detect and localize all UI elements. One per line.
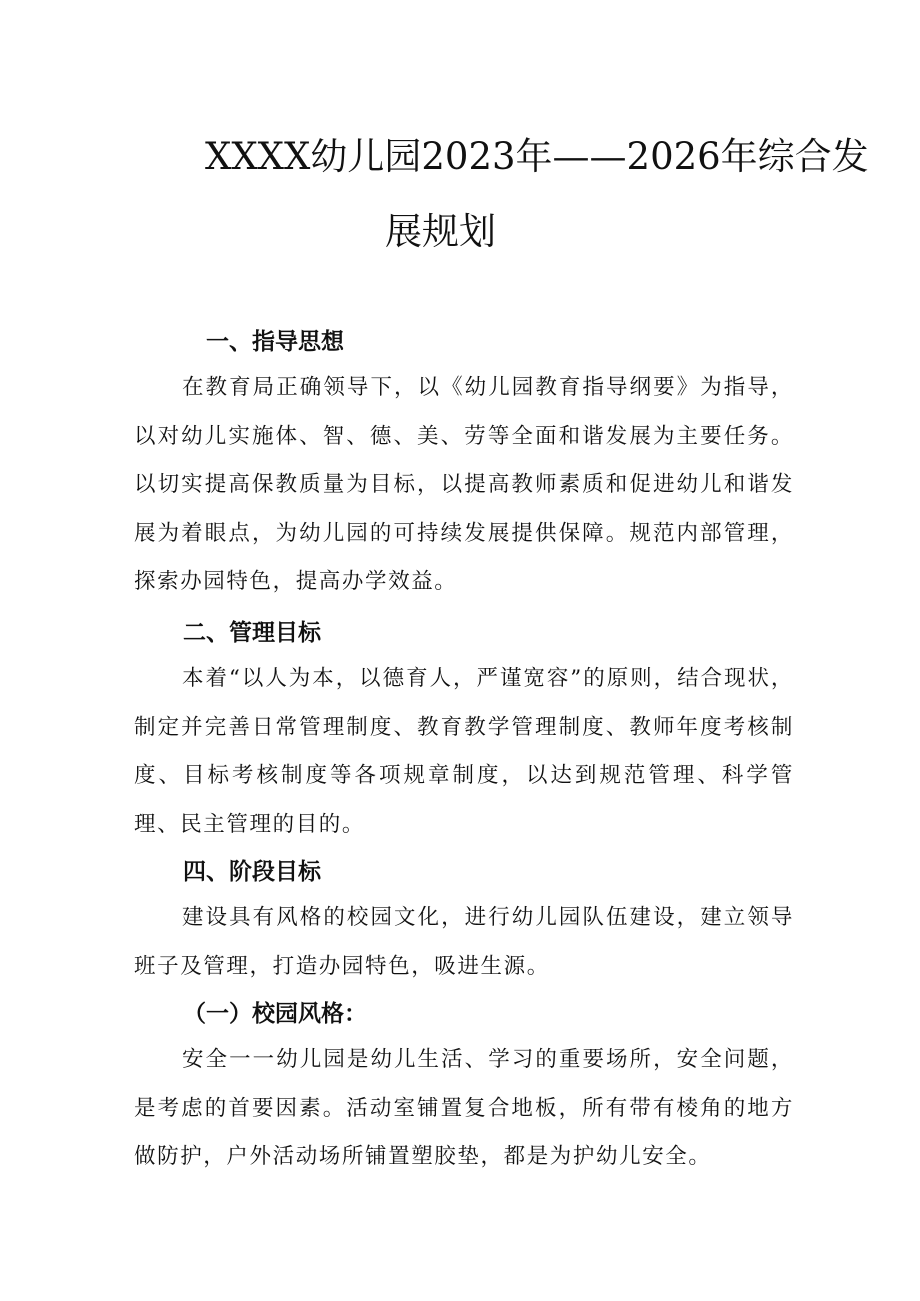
section-heading-management-goals: 二、管理目标 xyxy=(183,620,321,646)
section-paragraph-stage-goals: 建设具有风格的校园文化，进行幼儿园队伍建设，建立领导班子及管理，打造办园特色，吸进生源。 xyxy=(134,905,794,979)
section-paragraph-campus-style: 安全一一幼儿园是幼儿生活、学习的重要场所，安全问题，是考虑的首要因素。活动室铺置复合地板，所有带有棱角的地方做防护，户外活动场所铺置塑胶垫，都是为护幼儿安全。 xyxy=(134,1047,794,1169)
section-heading-campus-style: （一）校园风格： xyxy=(183,1001,367,1027)
section-paragraph-management-goals: 本着“以人为本，以德育人，严谨宽容”的原则，结合现状，制定并完善日常管理制度、教育教学管理制度、教师年度考核制度、目标考核制度等各项规章制度，以达到规范管理、科学管理、民主管理的目的。 xyxy=(134,666,794,837)
section-paragraph-guiding-ideology: 在教育局正确领导下，以《幼儿园教育指导纲要》为指导，以对幼儿实施体、智、德、美、劳等全面和谐发展为主要任务。以切实提高保教质量为目标，以提高教师素质和促进幼儿和谐发展为着眼点，为幼儿园的可持续发展提供保障。规范内部管理，探索办园特色，提高办学效益。 xyxy=(134,375,794,594)
title-text-2: 展规划 xyxy=(385,210,496,253)
title-text-1: XXXX幼儿园2023年——2026年综合发 xyxy=(205,135,869,178)
section-heading-stage-goals: 四、阶段目标 xyxy=(183,859,321,885)
section-heading-guiding-ideology: 一、指导思想 xyxy=(206,329,344,355)
